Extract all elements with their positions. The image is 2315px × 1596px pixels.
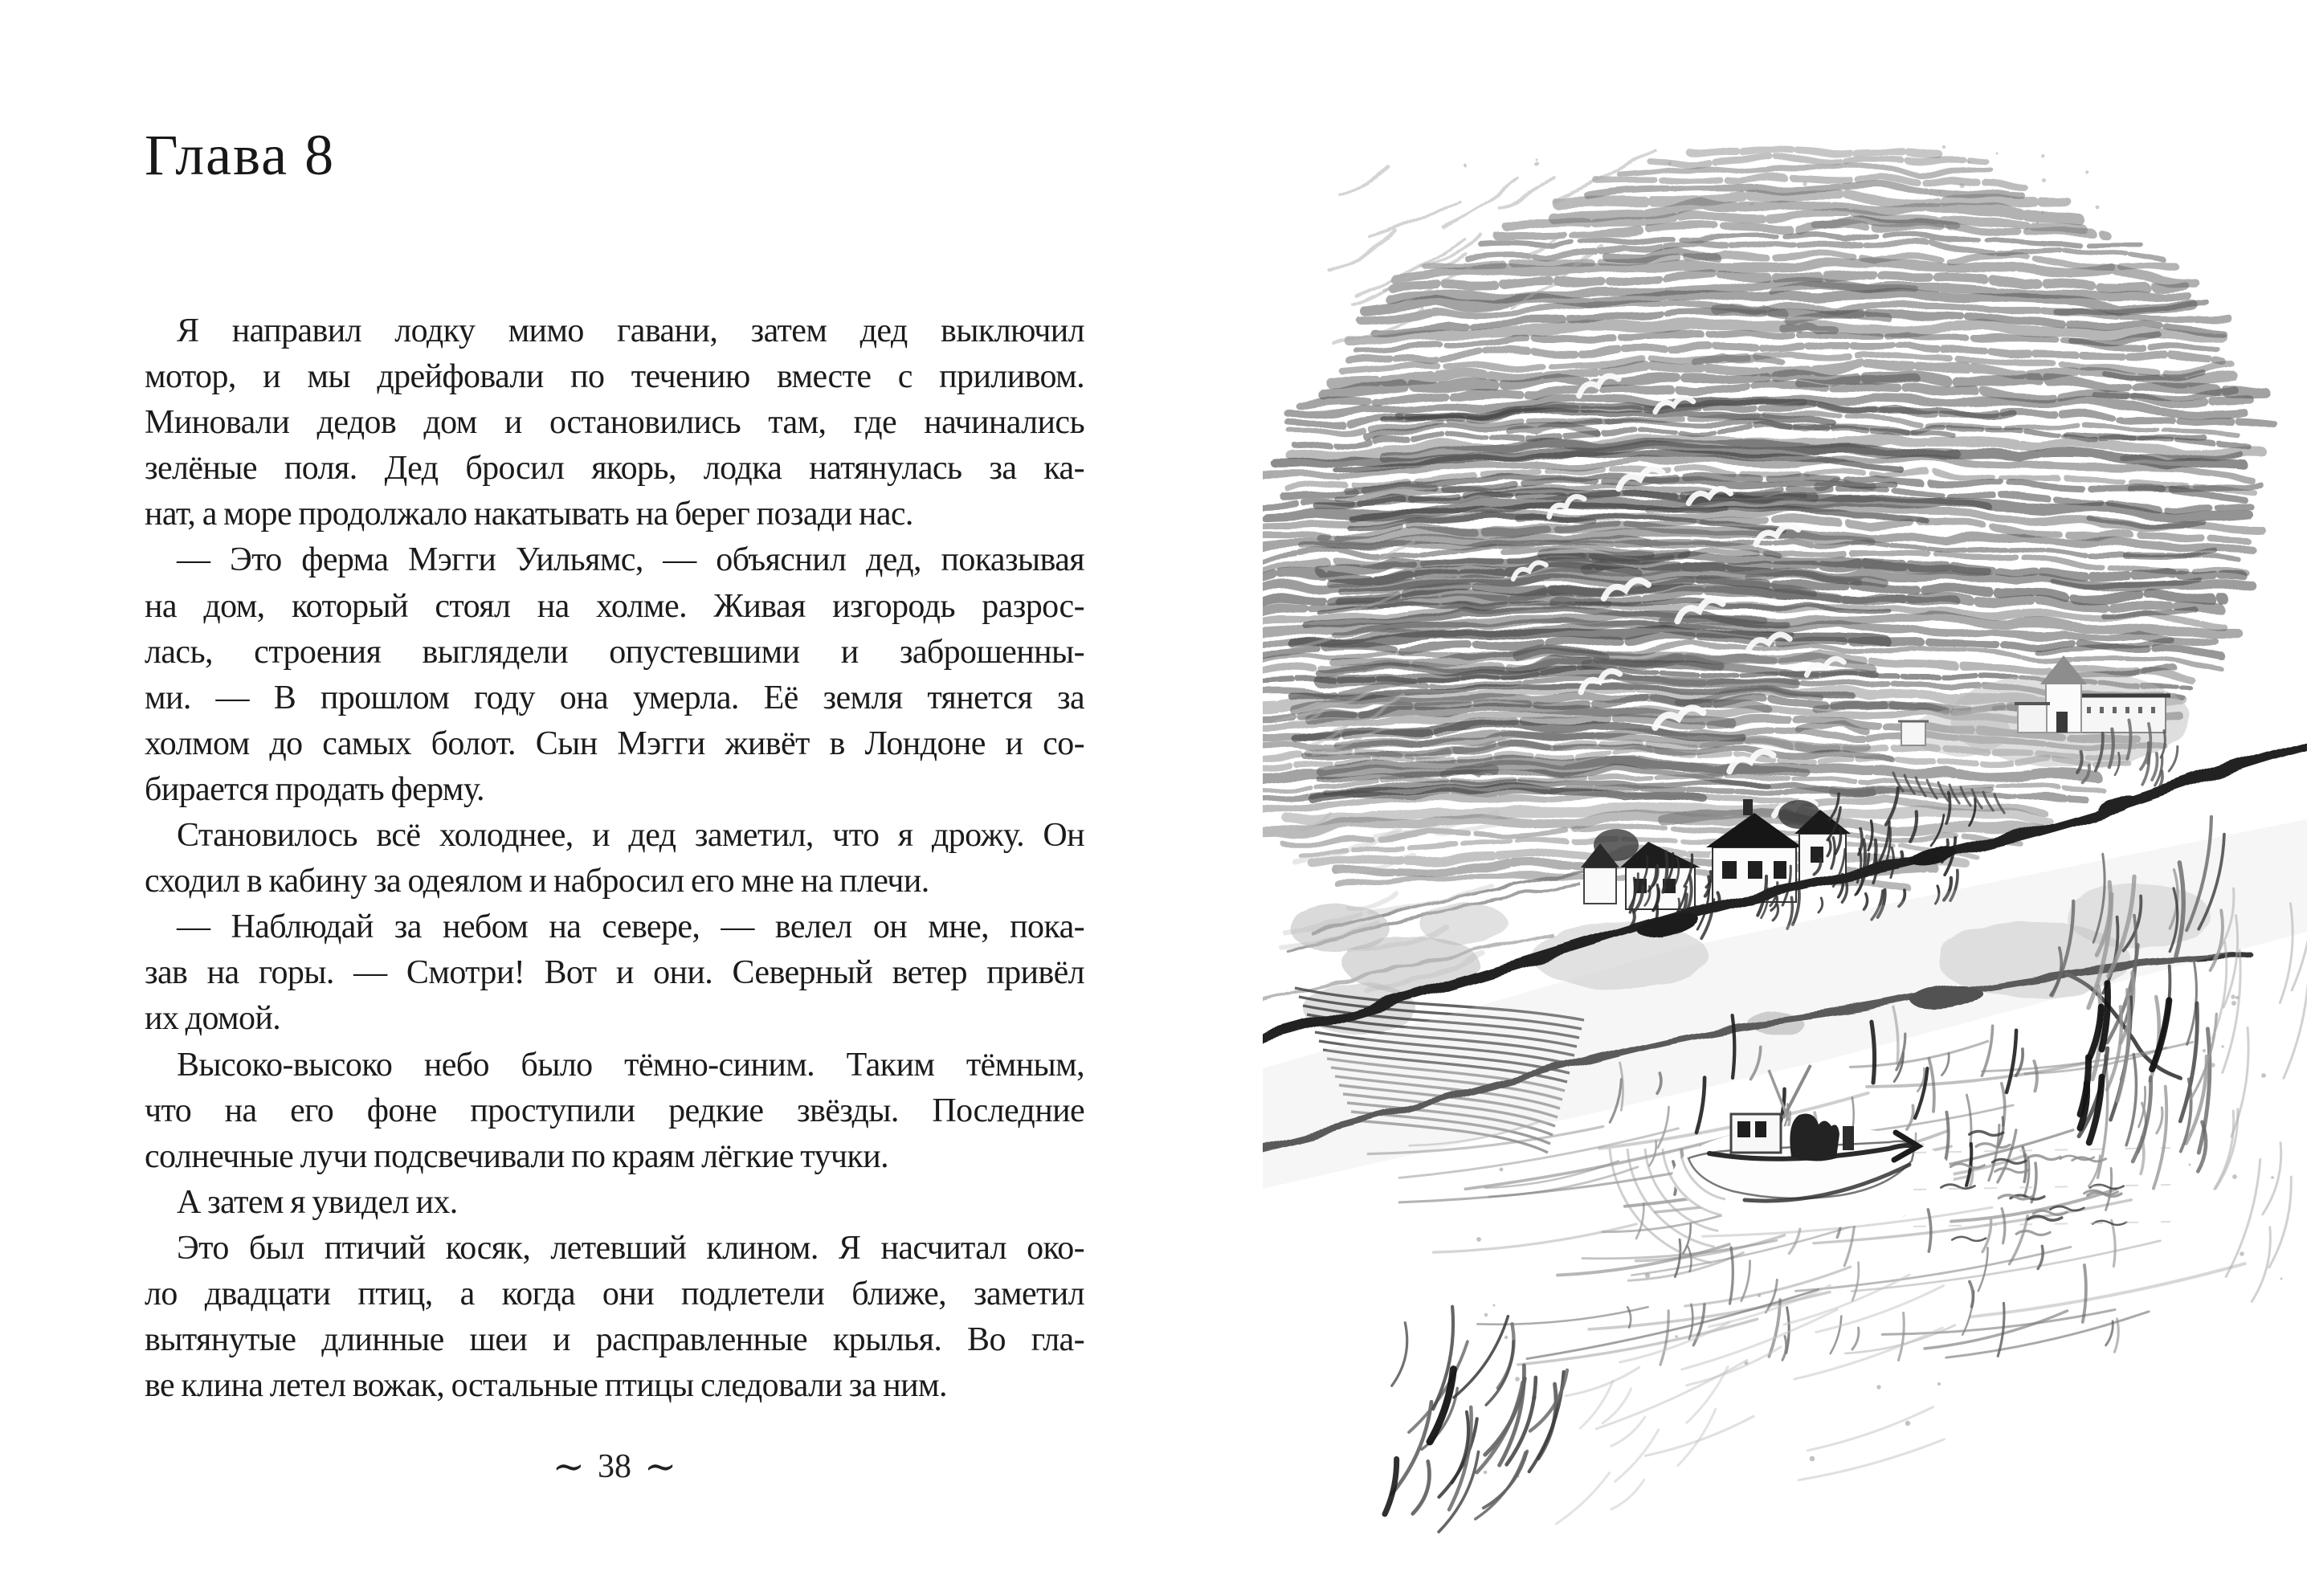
text-line: Высоко-высоко небо было тёмно-синим. Таким тёмным,: [177, 1046, 1084, 1084]
text-line: мотор, и мы дрейфовали по течению вместе с приливом.: [145, 358, 1084, 396]
text-line: солнечные лучи подсвечивали по краям лёгкие тучки.: [145, 1137, 888, 1175]
page-footer: [145, 1444, 1084, 1489]
text-line: ми. — В прошлом году она умерла. Её земля тянется за: [145, 679, 1084, 716]
footer-ornament-right: ∼: [644, 1444, 677, 1489]
text-line: — Это ферма Мэгги Уильямс, — объяснил дед, показывая: [177, 541, 1084, 579]
right-page: [1158, 0, 2315, 1596]
text-line: ло двадцати птиц, а когда они подлетели ближе, заметил: [145, 1275, 1084, 1312]
illustration-svg: [1263, 120, 2307, 1566]
text-line: что на его фоне проступили редкие звёзды. Последние: [145, 1092, 1084, 1129]
illustration: [1263, 120, 2307, 1566]
chapter-title: Глава 8: [145, 123, 336, 187]
text-line: нат, а море продолжало накатывать на берег позади нас.: [145, 496, 913, 533]
text-line: А затем я увидел их.: [177, 1183, 458, 1221]
text-line: лась, строения выглядели опустевшими и заброшенны-: [145, 633, 1084, 671]
text-line: их домой.: [145, 1000, 281, 1038]
text-line: Я направил лодку мимо гавани, затем дед выключил: [177, 312, 1084, 349]
text-line: холмом до самых болот. Сын Мэгги живёт в Лондоне и со-: [145, 725, 1084, 762]
text-line: — Наблюдай за небом на севере, — велел он мне, пока-: [177, 908, 1084, 946]
bottom-grass: [1331, 1307, 1728, 1566]
text-line: ве клина летел вожак, остальные птицы следовали за ним.: [145, 1367, 947, 1405]
text-line: вытянутые длинные шеи и расправленные крылья. Во гла-: [145, 1321, 1084, 1359]
text-line: Становилось всё холоднее, и дед заметил, что я дрожу. Он: [177, 817, 1084, 855]
text-line: Это был птичий косяк, летевший клином. Я насчитал око-: [177, 1229, 1084, 1267]
text-line: Миновали дедов дом и остановились там, где начинались: [145, 404, 1084, 442]
sky-hatching: [1263, 148, 2273, 888]
footer-ornament-left: ∼: [552, 1444, 585, 1489]
text-line: сходил в кабину за одеялом и набросил его мне на плечи.: [145, 863, 929, 900]
text-line: зелёные поля. Дед бросил якорь, лодка натянулась за ка-: [145, 450, 1084, 488]
body-text: [145, 308, 1084, 1409]
text-line: на дом, который стоял на холме. Живая изгородь разрос-: [145, 587, 1084, 625]
text-line: бирается продать ферму.: [145, 770, 484, 808]
footer-page-number: 38: [598, 1448, 631, 1485]
text-line: зав на горы. — Смотри! Вот и они. Северный ветер привёл: [145, 954, 1084, 992]
